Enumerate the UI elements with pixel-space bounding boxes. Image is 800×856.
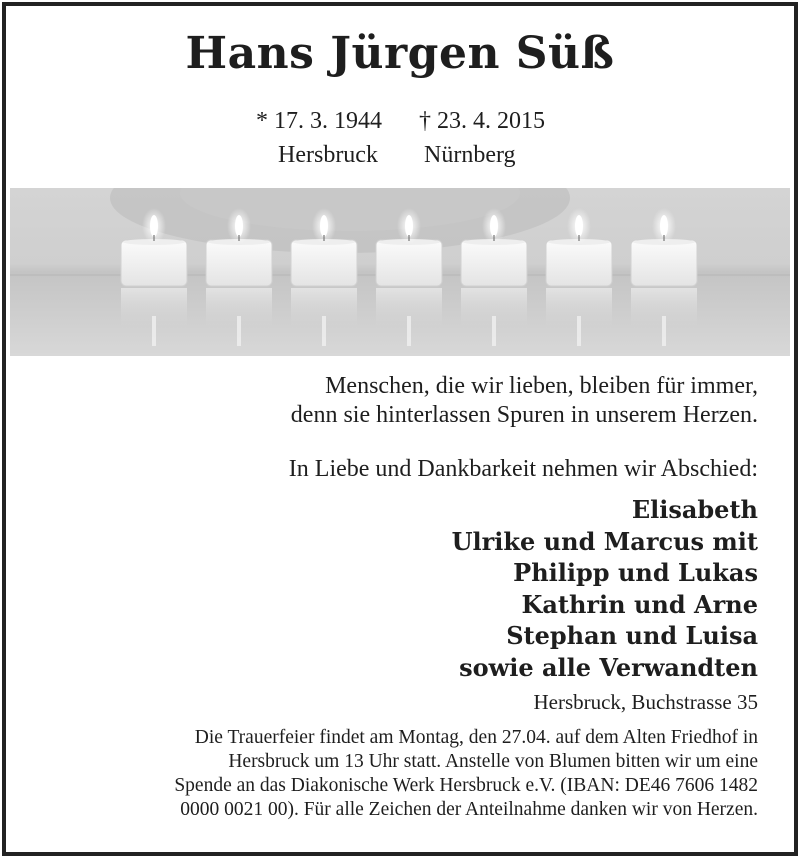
deceased-name: Hans Jürgen Süß [185, 28, 615, 79]
mourners-list [452, 494, 758, 683]
death-place: Nürnberg [424, 142, 516, 168]
notice-line: 0000 0021 00). Für alle Zeichen der Anteilnahme danken wir von Herzen. [180, 799, 758, 820]
family-address: Hersbruck, Buchstrasse 35 [533, 690, 758, 714]
farewell-text: In Liebe und Dankbarkeit nehmen wir Abschied: [288, 456, 758, 482]
birth-date: * 17. 3. 1944 [256, 108, 382, 134]
candles-illustration [10, 188, 790, 356]
mourner-line: Philipp und Lukas [513, 558, 758, 587]
mourner-line: Stephan und Luisa [506, 621, 758, 650]
mourner-line: Ulrike und Marcus mit [451, 526, 758, 556]
mourner-line: sowie alle Verwandten [459, 652, 758, 682]
birth-place: Hersbruck [278, 142, 378, 168]
candles-banner-image [10, 188, 790, 356]
death-date: † 23. 4. 2015 [419, 108, 545, 134]
quote-line: denn sie hinterlassen Spuren in unserem Herzen. [290, 402, 758, 428]
funeral-notice [38, 726, 758, 822]
mourner-line: Kathrin und Arne [521, 589, 758, 619]
notice-line: Hersbruck um 13 Uhr statt. Anstelle von Blumen bitten wir um eine [228, 751, 758, 772]
mourner-line: Elisabeth [631, 495, 758, 524]
notice-line: Die Trauerfeier findet am Montag, den 27.04. auf dem Alten Friedhof in [194, 727, 758, 748]
quote-line: Menschen, die wir lieben, bleiben für immer, [325, 373, 758, 399]
notice-line: Spende an das Diakonische Werk Hersbruck e.V. (IBAN: DE46 7606 1482 [174, 775, 758, 796]
obituary-notice [2, 2, 798, 856]
memorial-quote [291, 372, 758, 430]
